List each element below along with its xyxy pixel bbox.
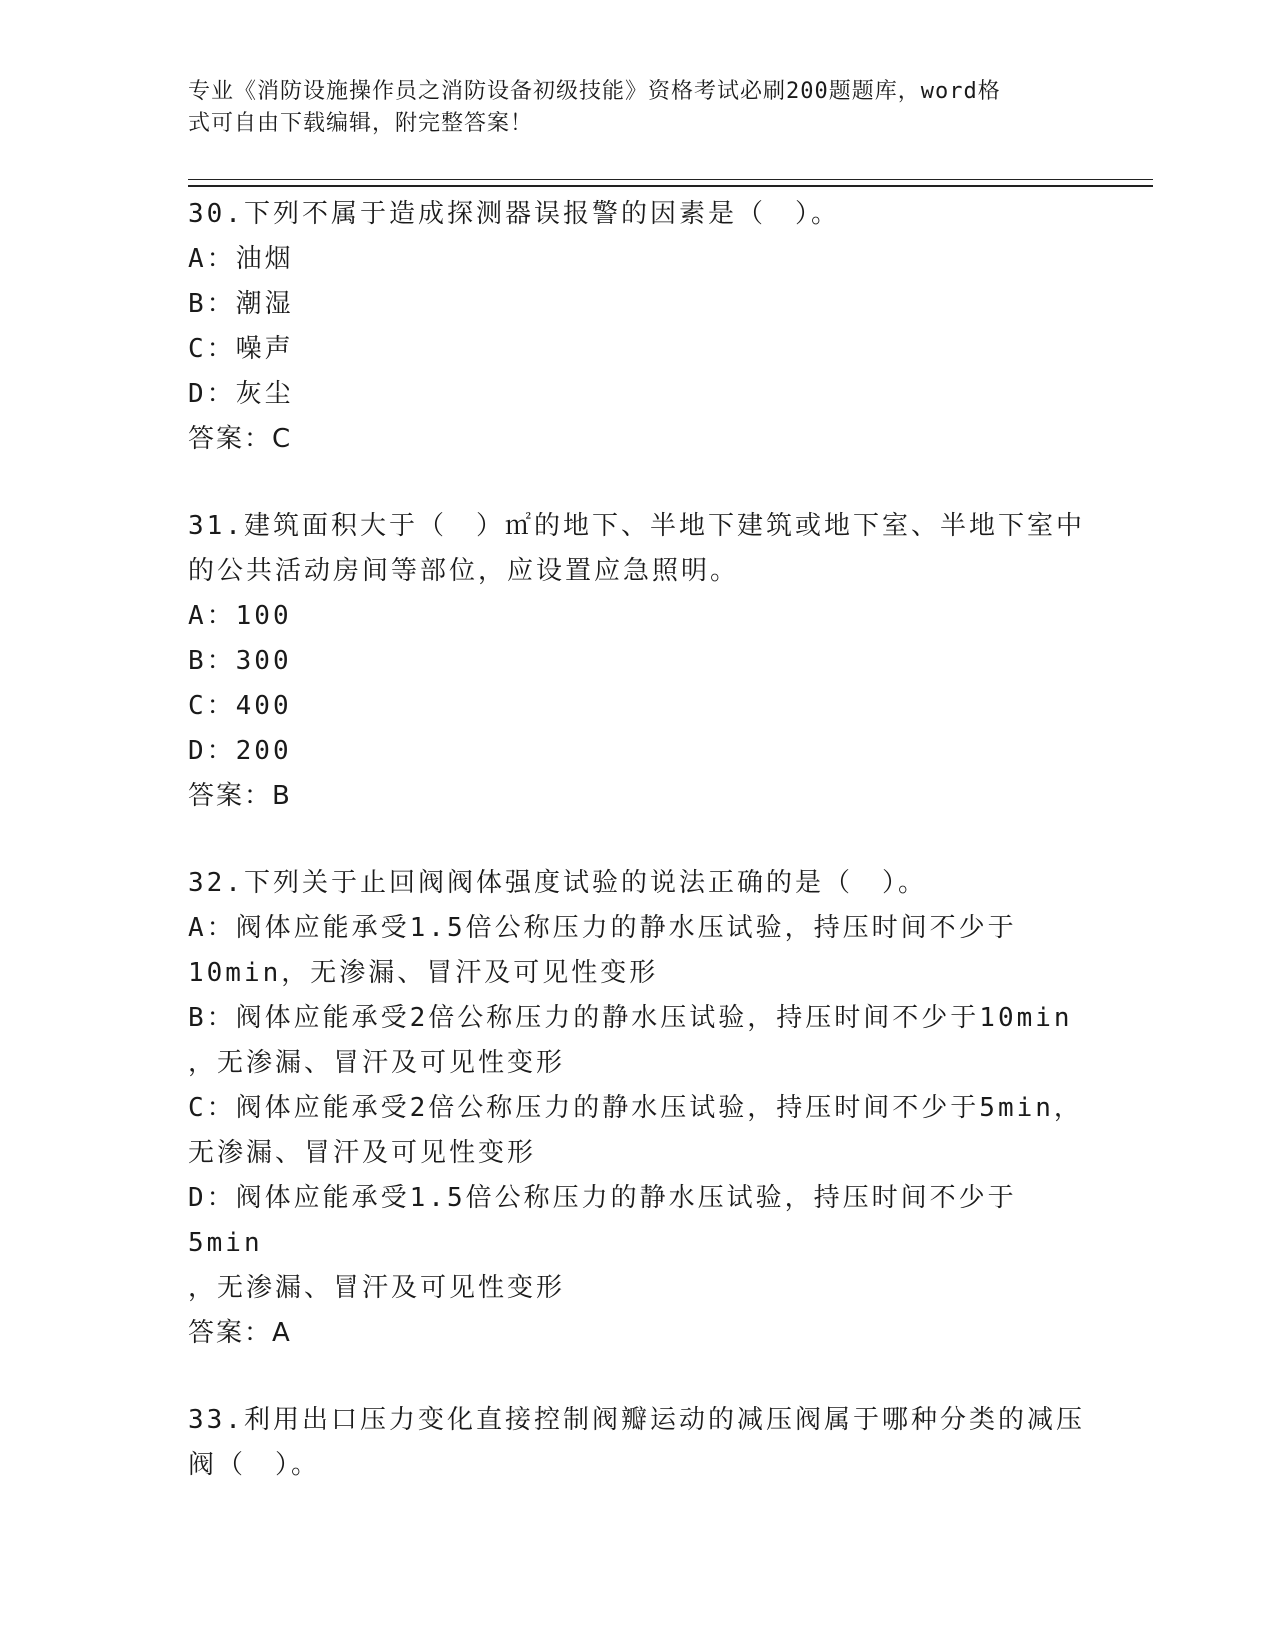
question-stem-line: 阀（ ）。 [188,1450,321,1480]
question-option-line: A：100 [188,601,292,631]
question-answer: 答案：C [188,424,293,454]
header-divider [188,179,1153,187]
question-item [188,192,1088,462]
question-option-line: B：潮湿 [188,289,294,319]
question-stem-line: 32.下列关于止回阀阀体强度试验的说法正确的是（ ）。 [188,868,927,898]
question-option-line: 10min，无渗漏、冒汗及可见性变形 [188,958,659,988]
question-option-line: D：灰尘 [188,379,294,409]
question-option-line: A：阀体应能承受1.5倍公称压力的静水压试验，持压时间不少于 [188,913,1017,943]
question-option-line: 无渗漏、冒汗及可见性变形 [188,1138,537,1168]
question-answer: 答案：A [188,1318,292,1348]
question-option-line: B：300 [188,646,292,676]
header-line: 专业《消防设施操作员之消防设备初级技能》资格考试必刷200题题库，word格 [188,79,1001,104]
question-answer: 答案：B [188,781,292,811]
header-line: 式可自由下载编辑，附完整答案！ [188,111,534,136]
question-item [188,861,1088,1356]
question-option-line: D：200 [188,736,292,766]
question-item [188,1398,1088,1488]
question-option-line: A：油烟 [188,244,294,274]
document-header [188,76,1068,140]
question-option-line: B：阀体应能承受2倍公称压力的静水压试验，持压时间不少于10min [188,1003,1073,1033]
question-item [188,504,1088,819]
question-option-line: ，无渗漏、冒汗及可见性变形 [188,1048,566,1078]
question-option-line: D：阀体应能承受1.5倍公称压力的静水压试验，持压时间不少于5min [188,1183,1017,1258]
question-option-line: ，无渗漏、冒汗及可见性变形 [188,1273,566,1303]
question-option-line: C：噪声 [188,334,294,364]
question-stem-line: 的公共活动房间等部位，应设置应急照明。 [188,556,740,586]
question-stem-line: 33.利用出口压力变化直接控制阀瓣运动的减压阀属于哪种分类的减压 [188,1405,1085,1435]
question-option-line: C：阀体应能承受2倍公称压力的静水压试验，持压时间不少于5min， [188,1093,1083,1123]
question-list [188,192,1088,1530]
question-stem-line: 30.下列不属于造成探测器误报警的因素是（ ）。 [188,199,840,229]
question-option-line: C：400 [188,691,292,721]
question-stem-line: 31.建筑面积大于（ ）㎡的地下、半地下建筑或地下室、半地下室中 [188,511,1085,541]
